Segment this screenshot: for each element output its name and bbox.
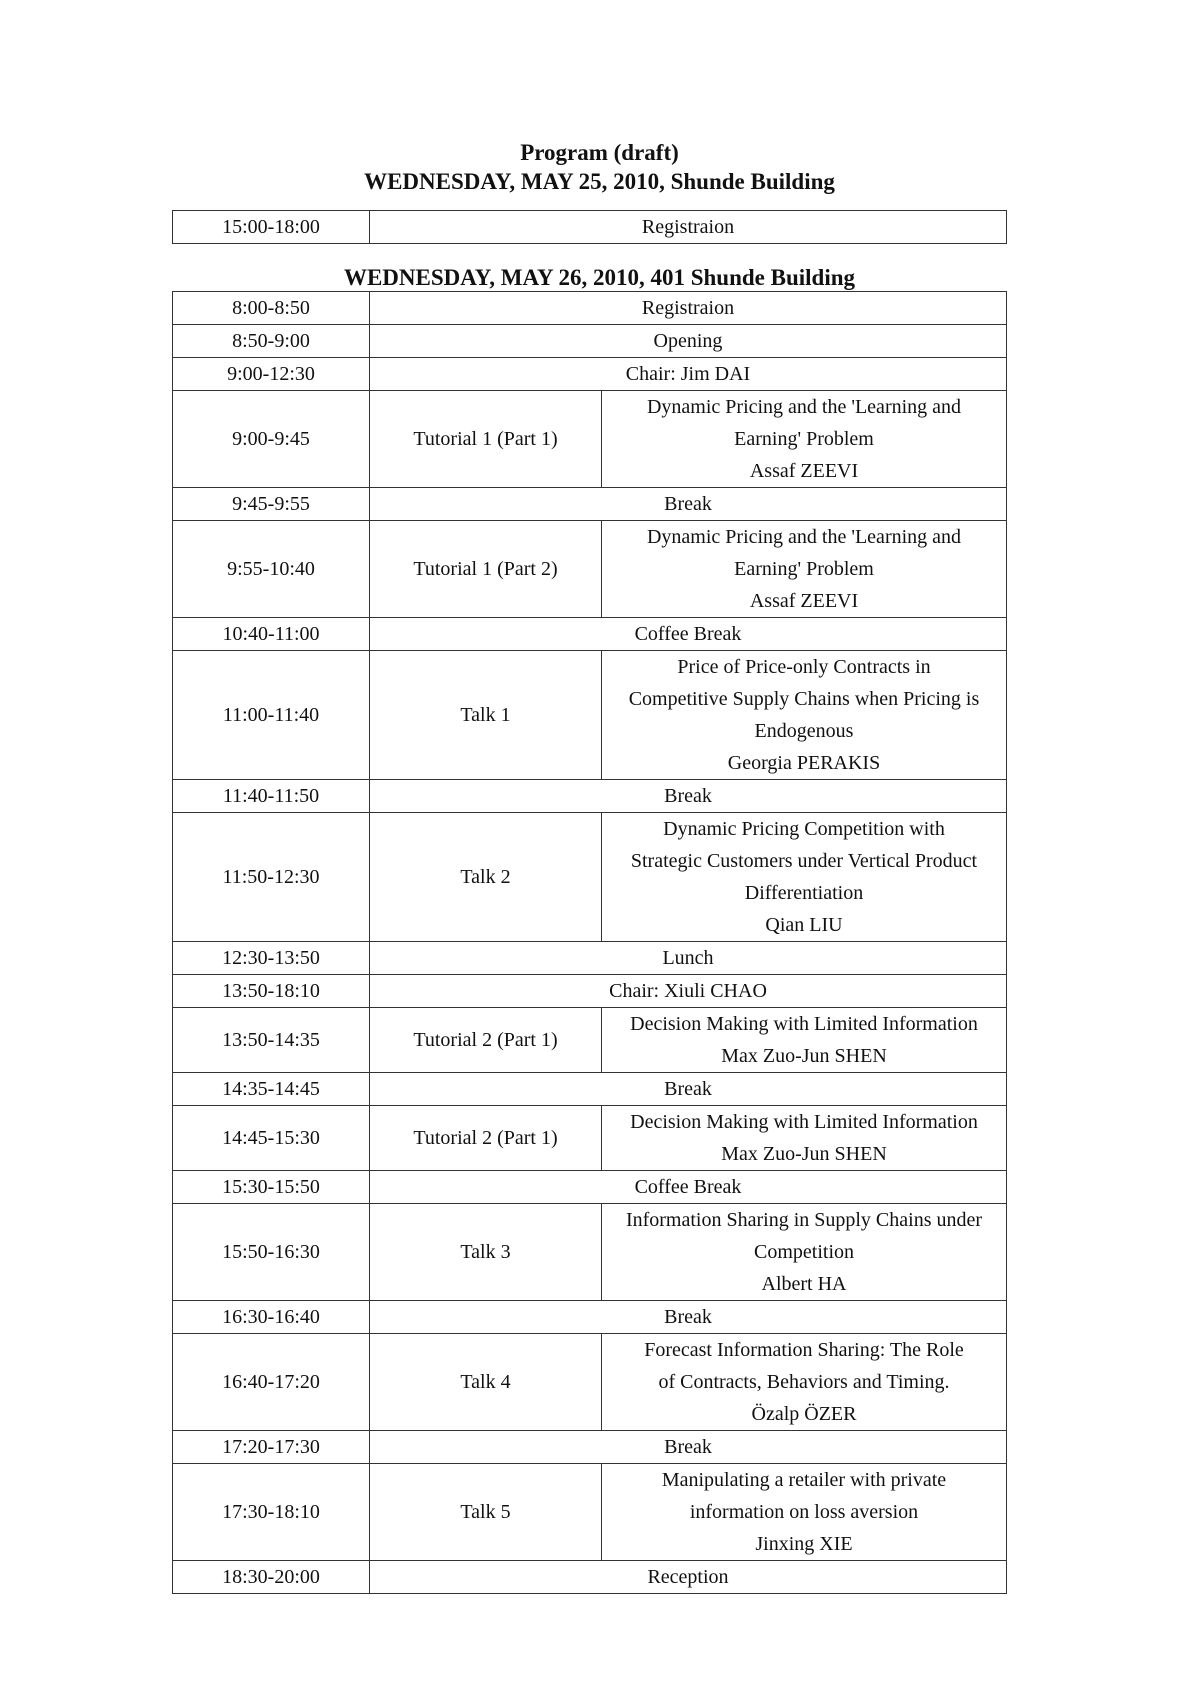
session-type-cell: Talk 1 <box>370 651 602 780</box>
session-title-cell <box>602 391 1007 488</box>
session-title-line: Manipulating a retailer with private <box>661 1469 947 1491</box>
time-cell: 11:40-11:50 <box>173 780 370 813</box>
schedule-row <box>173 358 1007 391</box>
schedule-row <box>173 651 1007 780</box>
session-title-line: Differentiation <box>744 882 864 904</box>
document-title: Program (draft) <box>520 140 679 165</box>
time-cell: 15:50-16:30 <box>173 1204 370 1301</box>
session-title-cell <box>602 813 1007 942</box>
day2-schedule-table <box>172 291 1007 1594</box>
time-cell: 14:45-15:30 <box>173 1106 370 1171</box>
session-title-line: Price of Price-only Contracts in <box>677 656 931 678</box>
schedule-row <box>173 1008 1007 1073</box>
schedule-row <box>173 521 1007 618</box>
session-type-cell: Tutorial 2 (Part 1) <box>370 1106 602 1171</box>
session-cell: Break <box>370 1431 1007 1464</box>
session-title-line: Dynamic Pricing and the 'Learning and <box>646 526 962 548</box>
session-title-cell <box>602 651 1007 780</box>
time-cell: 12:30-13:50 <box>173 942 370 975</box>
schedule-row <box>173 1561 1007 1594</box>
time-cell: 15:30-15:50 <box>173 1171 370 1204</box>
time-cell: 10:40-11:00 <box>173 618 370 651</box>
session-title-line: Max Zuo-Jun SHEN <box>721 1045 887 1067</box>
session-title-line: Qian LIU <box>765 914 843 936</box>
time-cell: 9:55-10:40 <box>173 521 370 618</box>
session-title-line: Earning' Problem <box>734 428 874 450</box>
session-type-cell: Talk 5 <box>370 1464 602 1561</box>
session-cell: Opening <box>370 325 1007 358</box>
schedule-row <box>173 1171 1007 1204</box>
session-title-line: Forecast Information Sharing: The Role <box>644 1339 964 1361</box>
session-cell: Lunch <box>370 942 1007 975</box>
time-cell: 9:00-9:45 <box>173 391 370 488</box>
time-cell: 13:50-14:35 <box>173 1008 370 1073</box>
session-title-line: Albert HA <box>761 1273 847 1295</box>
session-title-line: Earning' Problem <box>734 558 874 580</box>
time-cell: 14:35-14:45 <box>173 1073 370 1106</box>
day1-heading: WEDNESDAY, MAY 25, 2010, Shunde Building <box>364 169 835 194</box>
session-title-line: Assaf ZEEVI <box>749 460 859 482</box>
schedule-row <box>173 1106 1007 1171</box>
schedule-row <box>173 1334 1007 1431</box>
schedule-row <box>173 1073 1007 1106</box>
schedule-row <box>173 618 1007 651</box>
schedule-row <box>173 1431 1007 1464</box>
time-cell: 17:20-17:30 <box>173 1431 370 1464</box>
time-cell: 18:30-20:00 <box>173 1561 370 1594</box>
session-cell: Chair: Xiuli CHAO <box>370 975 1007 1008</box>
time-cell: 8:50-9:00 <box>173 325 370 358</box>
schedule-row <box>173 942 1007 975</box>
schedule-row <box>173 391 1007 488</box>
session-title-cell <box>602 1204 1007 1301</box>
time-cell: 13:50-18:10 <box>173 975 370 1008</box>
schedule-row <box>173 1204 1007 1301</box>
session-title-line: Assaf ZEEVI <box>749 590 859 612</box>
session-type-cell: Talk 2 <box>370 813 602 942</box>
day2-heading: WEDNESDAY, MAY 26, 2010, 401 Shunde Building <box>343 265 856 290</box>
day1-schedule-table <box>172 210 1007 244</box>
session-title-cell <box>602 1464 1007 1561</box>
schedule-row <box>173 813 1007 942</box>
session-title-line: Max Zuo-Jun SHEN <box>721 1143 887 1165</box>
schedule-row <box>173 780 1007 813</box>
session-cell: Break <box>370 780 1007 813</box>
session-cell: Break <box>370 1073 1007 1106</box>
session-cell: Chair: Jim DAI <box>370 358 1007 391</box>
session-title-cell <box>602 1334 1007 1431</box>
session-type-cell: Tutorial 1 (Part 1) <box>370 391 602 488</box>
session-cell: Registraion <box>370 292 1007 325</box>
schedule-row <box>173 1464 1007 1561</box>
schedule-row <box>173 292 1007 325</box>
session-cell: Break <box>370 1301 1007 1334</box>
time-cell: 9:00-12:30 <box>173 358 370 391</box>
time-cell: 17:30-18:10 <box>173 1464 370 1561</box>
session-title-line: Competitive Supply Chains when Pricing is <box>628 688 980 710</box>
session-title-line: Decision Making with Limited Information <box>630 1111 978 1133</box>
time-cell: 11:00-11:40 <box>173 651 370 780</box>
session-title-line: Decision Making with Limited Information <box>630 1013 978 1035</box>
session-cell: Break <box>370 488 1007 521</box>
schedule-row <box>173 1301 1007 1334</box>
schedule-row <box>173 211 1007 244</box>
session-title-line: Dynamic Pricing and the 'Learning and <box>646 396 962 418</box>
session-title-line: Dynamic Pricing Competition with <box>663 818 945 840</box>
session-title-line: Information Sharing in Supply Chains under <box>625 1209 983 1231</box>
time-cell: 8:00-8:50 <box>173 292 370 325</box>
session-title-cell <box>602 1106 1007 1171</box>
session-title-line: Competition <box>754 1241 854 1263</box>
session-type-cell: Talk 3 <box>370 1204 602 1301</box>
session-type-cell: Tutorial 2 (Part 1) <box>370 1008 602 1073</box>
session-cell: Registraion <box>370 211 1007 244</box>
session-title-line: Özalp ÖZER <box>751 1403 857 1425</box>
session-title-line: of Contracts, Behaviors and Timing. <box>658 1371 950 1393</box>
session-type-cell: Tutorial 1 (Part 2) <box>370 521 602 618</box>
session-title-line: information on loss aversion <box>689 1501 919 1523</box>
session-title-line: Strategic Customers under Vertical Product <box>630 850 978 872</box>
session-title-line: Georgia PERAKIS <box>727 752 881 774</box>
schedule-row <box>173 488 1007 521</box>
session-type-cell: Talk 4 <box>370 1334 602 1431</box>
time-cell: 9:45-9:55 <box>173 488 370 521</box>
session-cell: Reception <box>370 1561 1007 1594</box>
time-cell: 16:30-16:40 <box>173 1301 370 1334</box>
time-cell: 11:50-12:30 <box>173 813 370 942</box>
session-cell: Coffee Break <box>370 618 1007 651</box>
session-title-cell <box>602 1008 1007 1073</box>
schedule-row <box>173 975 1007 1008</box>
session-title-line: Jinxing XIE <box>755 1533 853 1555</box>
time-cell: 16:40-17:20 <box>173 1334 370 1431</box>
session-title-line: Endogenous <box>754 720 854 742</box>
schedule-row <box>173 325 1007 358</box>
session-cell: Coffee Break <box>370 1171 1007 1204</box>
session-title-cell <box>602 521 1007 618</box>
time-cell: 15:00-18:00 <box>173 211 370 244</box>
